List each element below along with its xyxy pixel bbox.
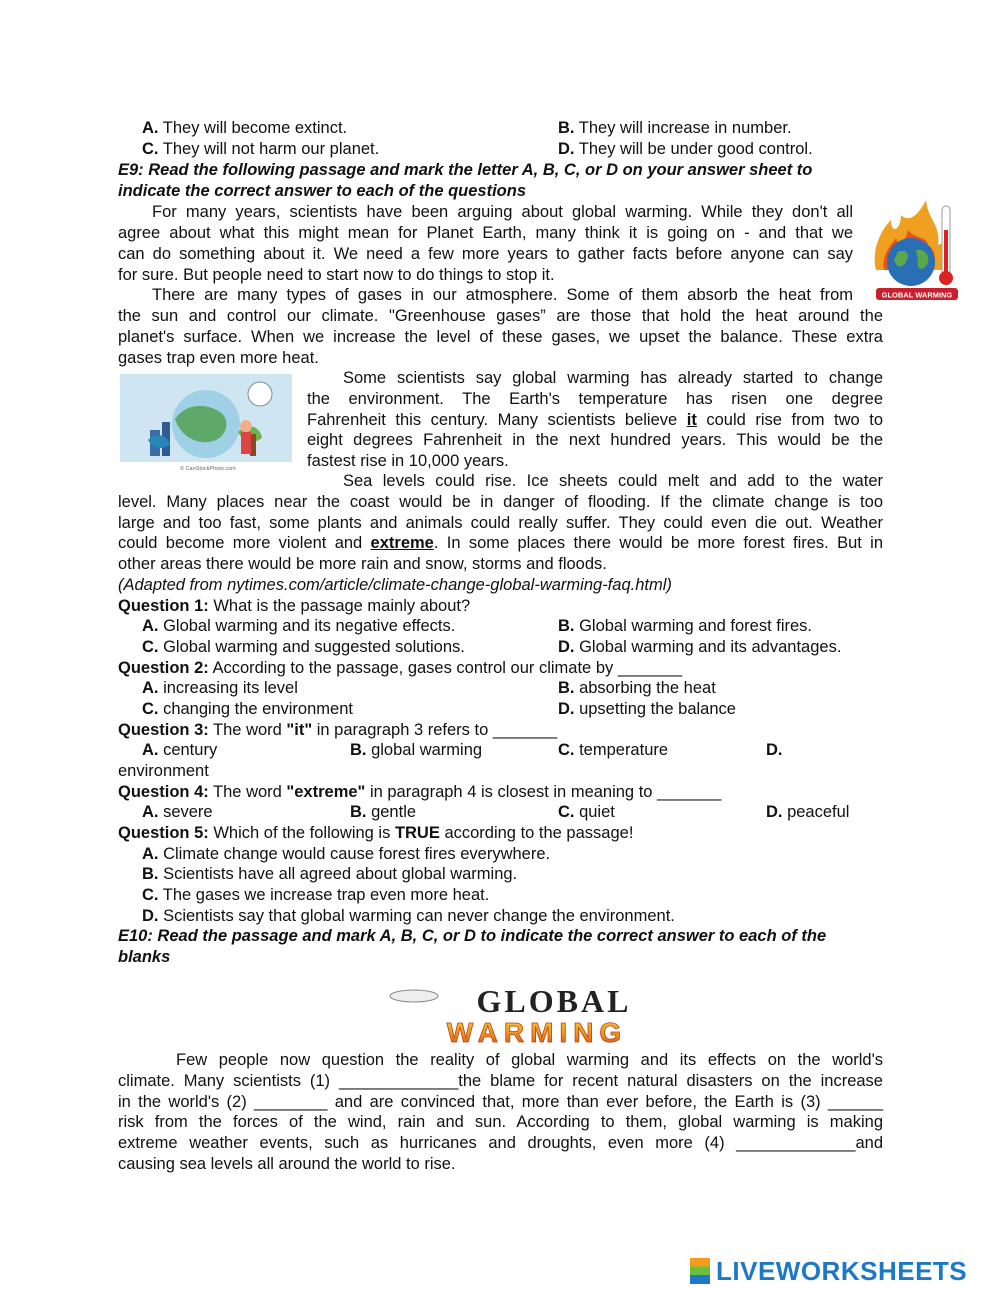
underlined-word-extreme: extreme <box>370 534 434 552</box>
q5-option-d[interactable]: D. Scientists say that global warming can never change the environment. <box>142 907 675 925</box>
e9-p3-line3: Fahrenheit this century. Many scientists believe it could rise from two to <box>307 411 883 429</box>
q1-option-a[interactable]: A. Global warming and its negative effects. <box>142 617 456 635</box>
svg-text:© CanStockPhoto.com: © CanStockPhoto.com <box>180 466 236 472</box>
liveworksheets-logo: LIVEWORKSHEETS <box>690 1256 967 1287</box>
q2-option-a[interactable]: A. increasing its level <box>142 679 298 697</box>
e9-p1-line1: For many years, scientists have been arguing about global warming. While they don't all <box>152 203 853 221</box>
e9-p4-line3: large and too fast, some plants and animals could really suffer. They could even die out. Weather <box>118 514 883 532</box>
e9-p4-line4: could become more violent and extreme. In some places there would be more forest fires. But in <box>118 534 883 552</box>
e10-instruction-line1: E10: Read the passage and mark A, B, C, or D to indicate the correct answer to each of the <box>118 927 827 945</box>
e9-p1-line2: agree about what this might mean for Planet Earth, many think it is going on - and that we <box>118 224 853 242</box>
e9-p3-line2: the environment. The Earth's temperature has risen one degree <box>307 390 883 408</box>
global-warming-banner <box>384 984 690 1046</box>
e9-p4-line1: Sea levels could rise. Ice sheets could melt and add to the water <box>343 472 883 490</box>
q2-option-c[interactable]: C. changing the environment <box>142 700 353 718</box>
question-4: Question 4: The word "extreme" in paragraph 4 is closest in meaning to _______ <box>118 783 722 801</box>
e9-p4-line5: other areas there would be more rain and snow, storms and floods. <box>118 555 607 573</box>
e9-instruction-line1: E9: Read the following passage and mark the letter A, B, C, or D on your answer sheet to <box>118 161 813 179</box>
q2-option-b[interactable]: B. absorbing the heat <box>558 679 716 697</box>
e9-source: (Adapted from nytimes.com/article/climate-change-global-warming-faq.html) <box>118 576 672 594</box>
e10-line3: in the world's (2) ________ and are convinced that, more than ever before, the Earth is (3) ______ <box>118 1093 883 1111</box>
q4-option-a[interactable]: A. severe <box>142 803 213 821</box>
q3-option-a[interactable]: A. century <box>142 741 218 759</box>
e9-p1-line4: for sure. But people need to start now to do things to stop it. <box>118 266 555 284</box>
q5-option-b[interactable]: B. Scientists have all agreed about global warming. <box>142 865 518 883</box>
question-1: Question 1: What is the passage mainly about? <box>118 597 471 615</box>
e9-instruction-line2: indicate the correct answer to each of the questions <box>118 182 527 200</box>
prev-option-c: C. They will not harm our planet. <box>142 140 380 158</box>
q4-option-b[interactable]: B. gentle <box>350 803 417 821</box>
q5-option-a[interactable]: A. Climate change would cause forest fires everywhere. <box>142 845 551 863</box>
q4-option-d[interactable]: D. peaceful <box>766 803 850 821</box>
prev-option-a: A. They will become extinct. <box>142 119 348 137</box>
e10-instruction-line2: blanks <box>118 948 171 966</box>
svg-text:GLOBAL: GLOBAL <box>476 984 632 1019</box>
e9-p2-line4: gases trap even more heat. <box>118 349 319 367</box>
e10-line1: Few people now question the reality of global warming and its effects on the world's <box>176 1051 883 1069</box>
climate-illustration <box>120 374 292 472</box>
e9-p3-line4: eight degrees Fahrenheit in the next hundred years. This would be the <box>307 431 883 449</box>
q1-option-d[interactable]: D. Global warming and its advantages. <box>558 638 842 656</box>
question-5: Question 5: Which of the following is TRUE according to the passage! <box>118 824 634 842</box>
q2-option-d[interactable]: D. upsetting the balance <box>558 700 736 718</box>
prev-option-d: D. They will be under good control. <box>558 140 813 158</box>
underlined-word-it: it <box>686 411 697 429</box>
q1-option-b[interactable]: B. Global warming and forest fires. <box>558 617 813 635</box>
q3-option-c[interactable]: C. temperature <box>558 741 669 759</box>
e9-p3-line1: Some scientists say global warming has already started to change <box>343 369 883 387</box>
e9-p1-line3: can do something about it. We need a few more years to gather facts before anyone can say <box>118 245 853 263</box>
e9-p2-line3: planet's surface. When we increase the level of these gases, we upset the balance. These extra <box>118 328 883 346</box>
svg-text:WARMING: WARMING <box>446 1017 628 1046</box>
question-2: Question 2: According to the passage, gases control our climate by _______ <box>118 659 683 677</box>
e10-line6: causing sea levels all around the world to rise. <box>118 1155 456 1173</box>
q3-option-d[interactable]: D. <box>766 741 783 759</box>
q3-option-d-text[interactable]: environment <box>118 762 209 780</box>
q3-option-b[interactable]: B. global warming <box>350 741 483 759</box>
q5-option-c[interactable]: C. The gases we increase trap even more heat. <box>142 886 490 904</box>
svg-text:GLOBAL WARMING: GLOBAL WARMING <box>881 290 953 300</box>
q1-option-c[interactable]: C. Global warming and suggested solutions. <box>142 638 465 656</box>
e9-p2-line2: the sun and control our climate. "Greenhouse gases” are those that hold the heat around the <box>118 307 883 325</box>
e10-line4: risk from the forces of the wind, rain and sun. According to them, global warming is making <box>118 1113 883 1131</box>
e10-line5: extreme weather events, such as hurricanes and droughts, even more (4) _____________and <box>118 1134 883 1152</box>
global-warming-icon <box>866 200 961 304</box>
liveworksheets-icon <box>690 1258 710 1284</box>
e9-p3-line5: fastest rise in 10,000 years. <box>307 452 509 470</box>
q4-option-c[interactable]: C. quiet <box>558 803 615 821</box>
e9-p2-line1: There are many types of gases in our atmosphere. Some of them absorb the heat from <box>152 286 853 304</box>
question-3: Question 3: The word "it" in paragraph 3 refers to _______ <box>118 721 558 739</box>
e10-line2: climate. Many scientists (1) _____________the blame for recent natural disasters on the increase <box>118 1072 883 1090</box>
e9-p4-line2: level. Many places near the coast would be in danger of flooding. If the climate change is too <box>118 493 883 511</box>
prev-option-b: B. They will increase in number. <box>558 119 792 137</box>
